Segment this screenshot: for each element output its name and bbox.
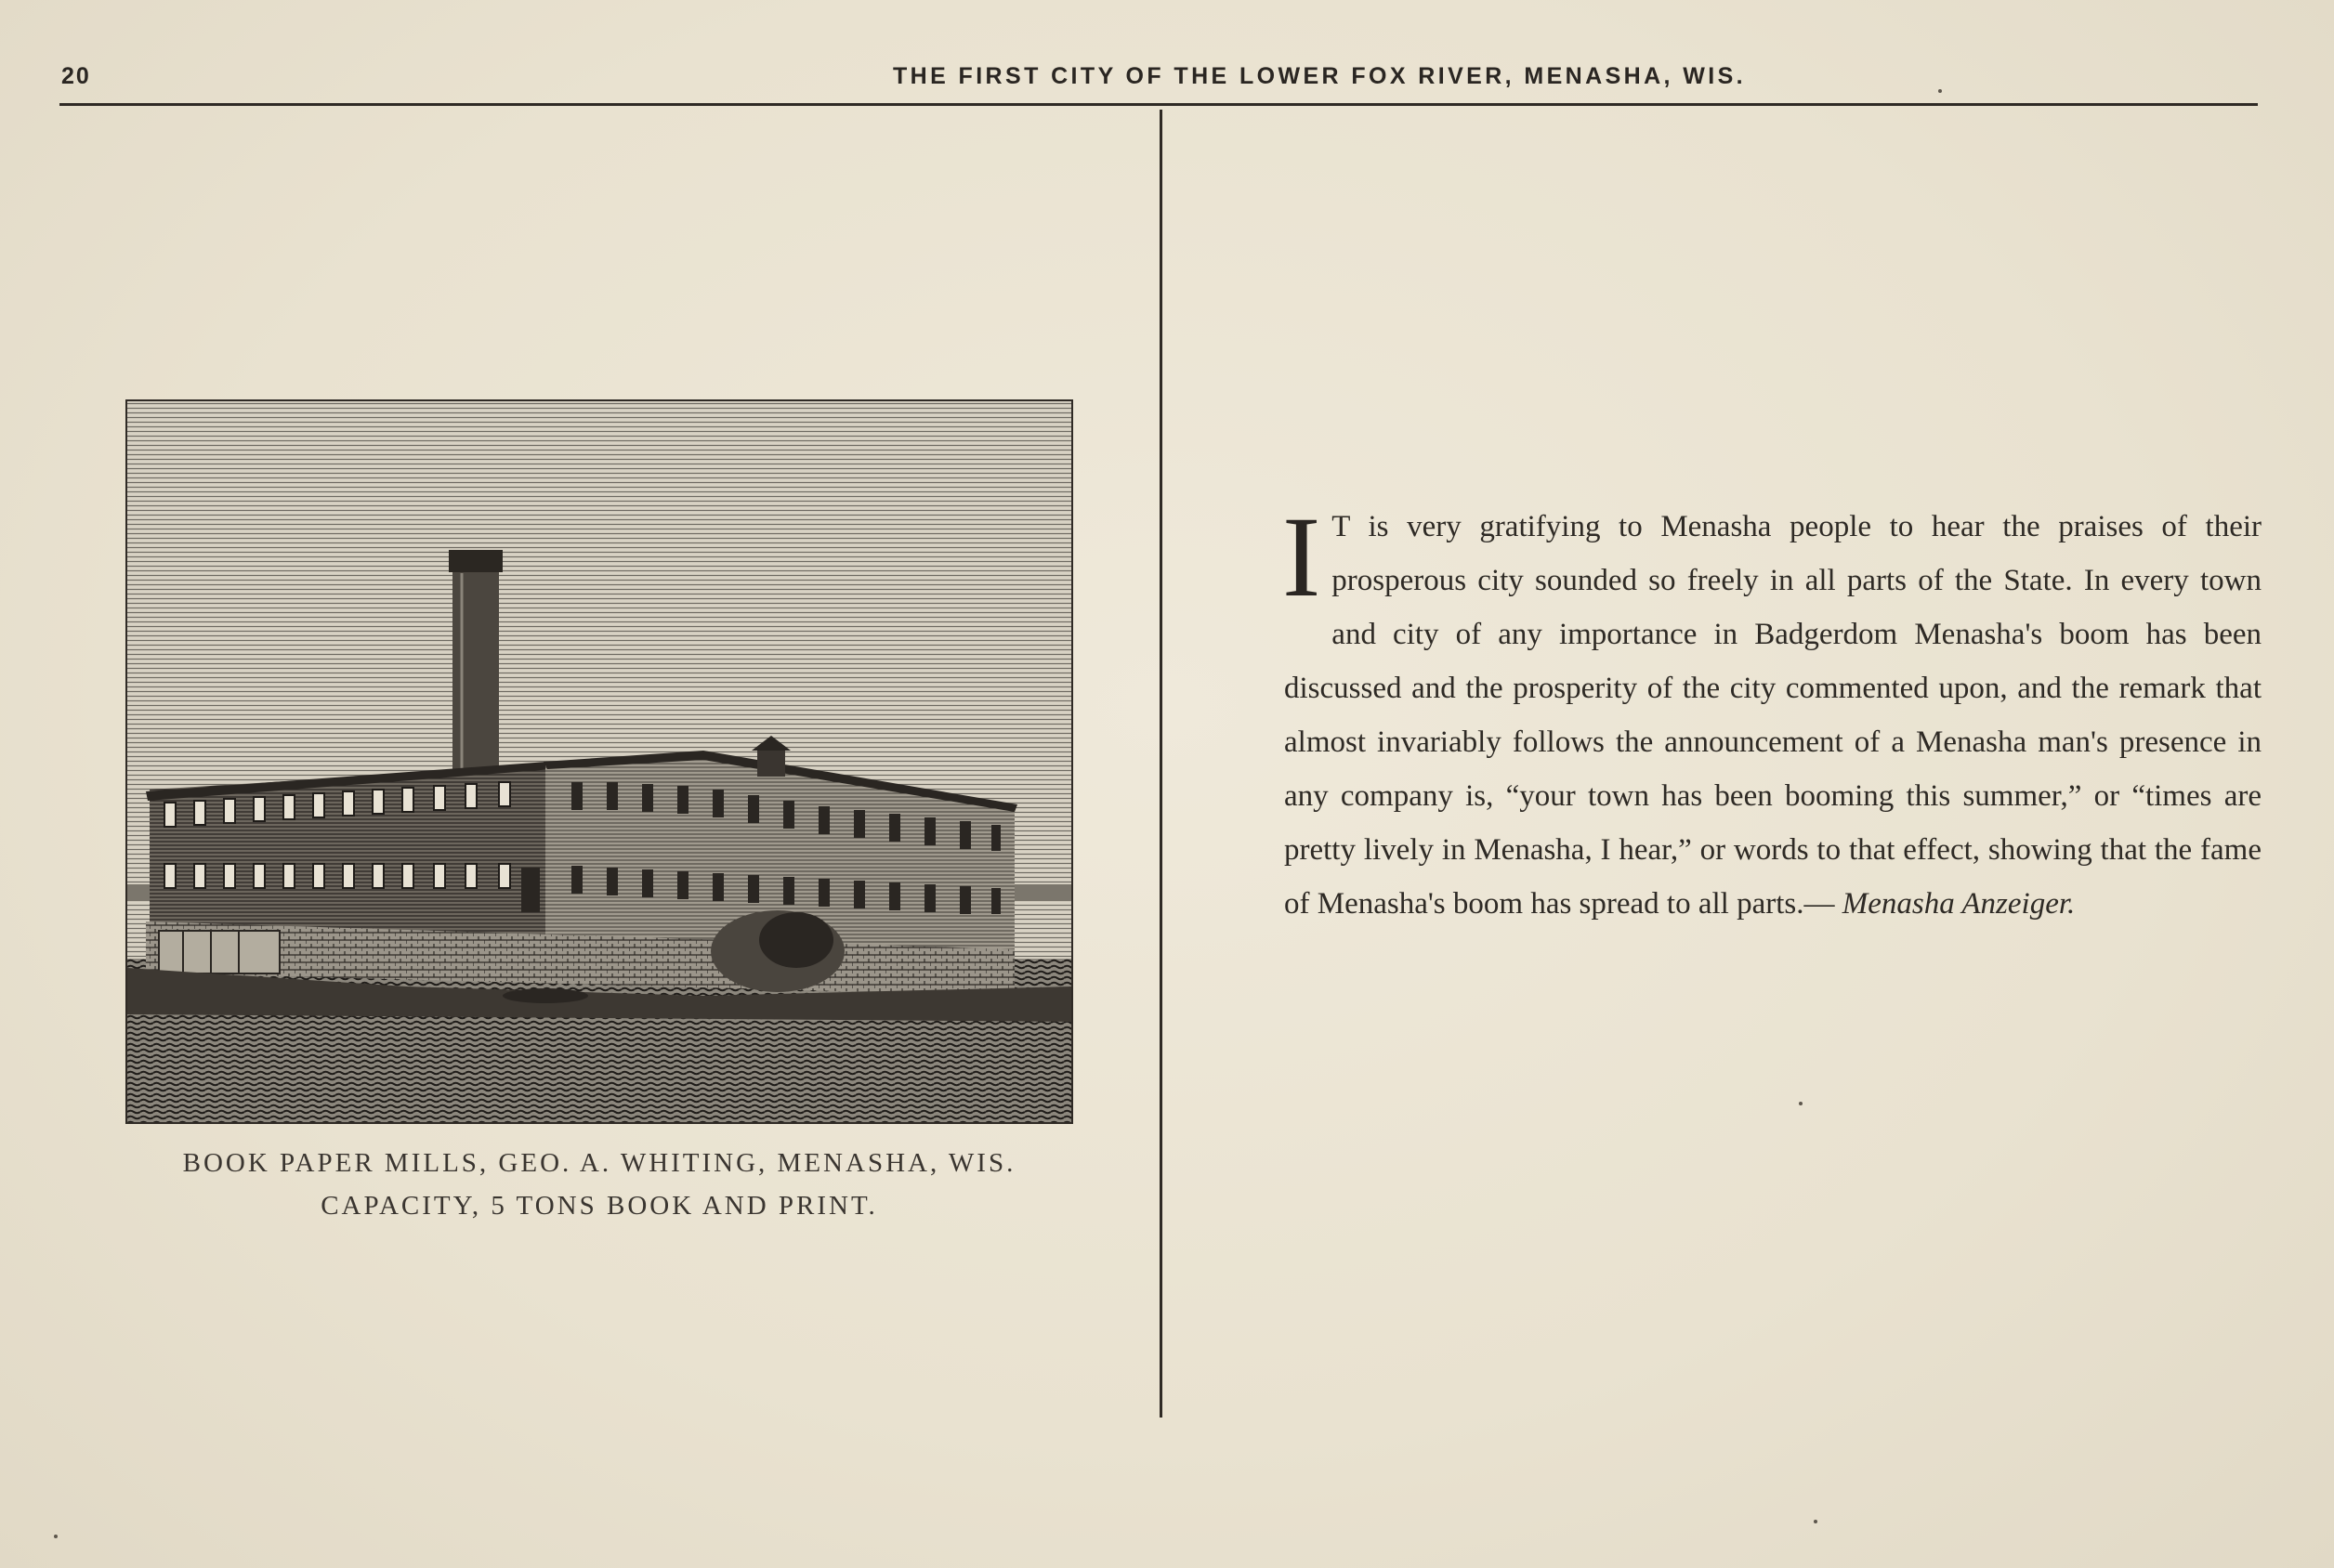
article-text — [1282, 493, 2262, 931]
illustration-caption-line-1: BOOK PAPER MILLS, GEO. A. WHITING, MENASHA, WIS. — [182, 1148, 1016, 1178]
source-credit: Menasha Anzeiger. — [1842, 887, 2076, 921]
article-body: T is very gratifying to Menasha people to hear the praises of their prosperous city sounded so freely in all parts of the State. In every town and city of any importance in Badgerdom Menasha's boom has been discussed and the prosperity of the city commented upon, and the remark that almost invariably follows the announcement of a Menasha man's presence in any company is, “your town has been booming this summer,” or “times are pretty lively in Menasha, I hear,” or words to that effect, showing that the fame of Menasha's boom has spread to all parts.— — [1284, 510, 2262, 921]
paper-speck — [1938, 89, 1942, 93]
column-divider-rule — [1160, 110, 1162, 1418]
header-rule — [59, 103, 2258, 106]
running-head: THE FIRST CITY OF THE LOWER FOX RIVER, MENASHA, WIS. — [892, 63, 1747, 89]
illustration-caption-line-2: CAPACITY, 5 TONS BOOK AND PRINT. — [321, 1191, 878, 1221]
paper-speck — [1814, 1520, 1817, 1523]
drop-cap: I — [1282, 493, 1321, 621]
paper-speck — [54, 1535, 58, 1538]
page-number: 20 — [61, 63, 91, 89]
paper-speck — [1799, 1102, 1803, 1105]
paper-mill-engraving — [125, 399, 1073, 1124]
